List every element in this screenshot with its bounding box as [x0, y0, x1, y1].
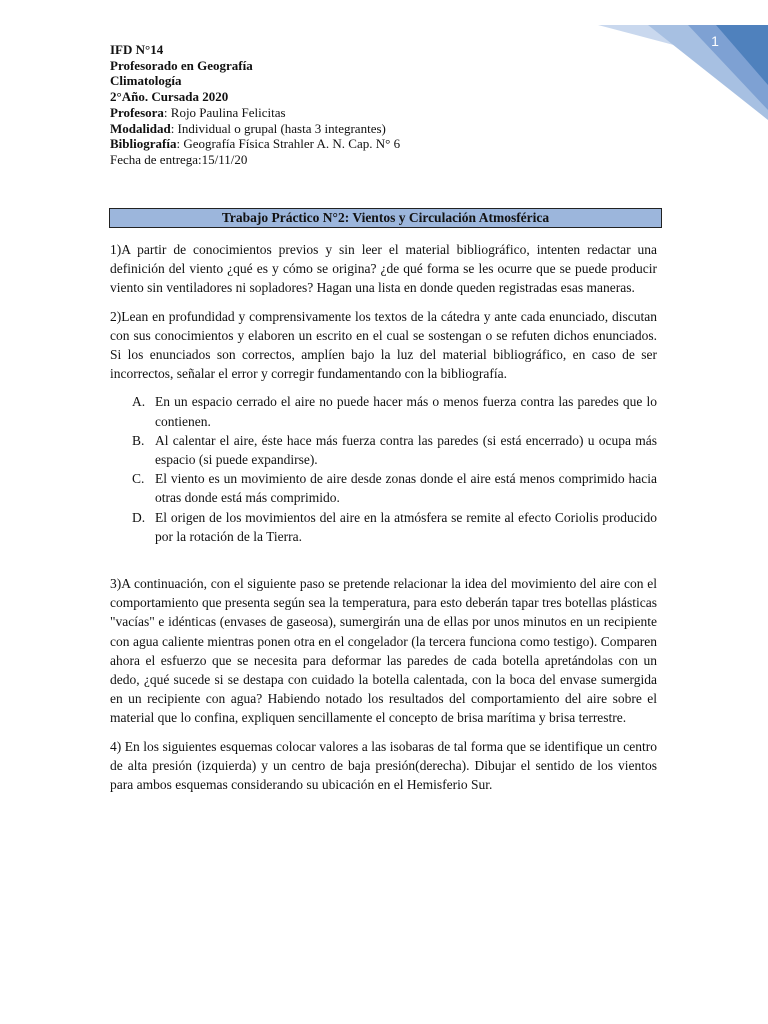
institute: IFD N°14: [110, 42, 164, 57]
question-1: 1)A partir de conocimientos previos y sin leer el material bibliográfico, intenten redactar una definición del viento ¿qué es y cómo se origina? ¿de qué forma se les ocurre que se puede producir viento sin ventiladores ni sopladores? Hagan una lista en donde queden registradas esas maneras.: [110, 242, 657, 296]
statement-text: En un espacio cerrado el aire no puede hacer más o menos fuerza contra las paredes que lo contienen.: [155, 394, 657, 429]
teacher-label: Profesora: [110, 104, 164, 120]
list-item: [110, 431, 657, 469]
list-item: [110, 469, 657, 507]
teacher-line: [110, 105, 400, 121]
mode-line: [110, 121, 400, 137]
assignment-title: Trabajo Práctico N°2: Vientos y Circulación Atmosférica: [109, 208, 662, 228]
bibliography-line: [110, 136, 400, 152]
list-item: [110, 508, 657, 546]
mode-value: : Individual o grupal (hasta 3 integrantes): [170, 120, 386, 136]
document-body: [110, 240, 657, 794]
page-number: 1: [711, 33, 719, 49]
teacher-value: : Rojo Paulina Felicitas: [163, 104, 286, 120]
statement-list: [110, 392, 657, 546]
question-3: 3)A continuación, con el siguiente paso se pretende relacionar la idea del movimiento del aire con el comportamiento que presenta según sea la temperatura, para esto deberán tapar tres botellas plásticas "vacías" e idénticas (envases de gaseosa), sumergirán una de ellas por unos minutos en un recipiente con agua caliente mientras ponen otra en el congelador (la tercera funciona como testigo). Comparen ahora el esfuerzo que se necesita para deformar las paredes de cada botella apretándolas con un dedo, ¿qué sucede si se destapa con cuidado la botella calentada, con la boca del envase sumergida en un recipiente con agua? Habiendo notado los resultados del comportamiento del aire sobre el material que lo confina, expliquen sencillamente el concepto de brisa marítima y brisa terrestre.: [110, 576, 657, 726]
list-marker: C.: [132, 471, 145, 487]
corner-decoration: [588, 0, 768, 130]
due-date: Fecha de entrega:15/11/20: [110, 151, 248, 167]
statement-text: El origen de los movimientos del aire en la atmósfera se remite al efecto Coriolis producido por la rotación de la Tierra.: [155, 509, 657, 544]
list-item: [110, 392, 657, 430]
mode-label: Modalidad: [110, 120, 171, 136]
list-marker: B.: [132, 432, 145, 448]
document-header: [110, 42, 400, 168]
statement-text: Al calentar el aire, éste hace más fuerza contra las paredes (si está encerrado) u ocupa más espacio (si puede expandirse).: [155, 432, 657, 468]
list-marker: A.: [132, 394, 146, 410]
question-4: 4) En los siguientes esquemas colocar valores a las isobaras de tal forma que se identifique un centro de alta presión (izquierda) y un centro de baja presión(derecha). Dibujar el sentido de los vientos para ambos esquemas considerando su ubicación en el Hemisferio Sur.: [110, 738, 657, 793]
bibliography-label: Bibliografía: [110, 136, 177, 152]
bibliography-value: : Geografía Física Strahler A. N. Cap. N° 6: [176, 136, 401, 152]
course: 2°Año. Cursada 2020: [110, 89, 229, 105]
list-marker: D.: [132, 509, 146, 525]
subject: Climatología: [110, 73, 182, 89]
question-2: 2)Lean en profundidad y comprensivamente los textos de la cátedra y ante cada enunciado, discutan con sus conocimientos y elaboren un escrito en el cual se sostengan o se refuten dichos enunciados. Si los enunciados son correctos, amplíen bajo la luz del material bibliográfico, en caso de ser incorrectos, señalar el error y corregir fundamentando con la bibliografía.: [110, 308, 657, 382]
statement-text: El viento es un movimiento de aire desde zonas donde el aire está menos comprimido hacia otras donde está más comprimido.: [155, 471, 657, 506]
program: Profesorado en Geografía: [110, 57, 253, 73]
